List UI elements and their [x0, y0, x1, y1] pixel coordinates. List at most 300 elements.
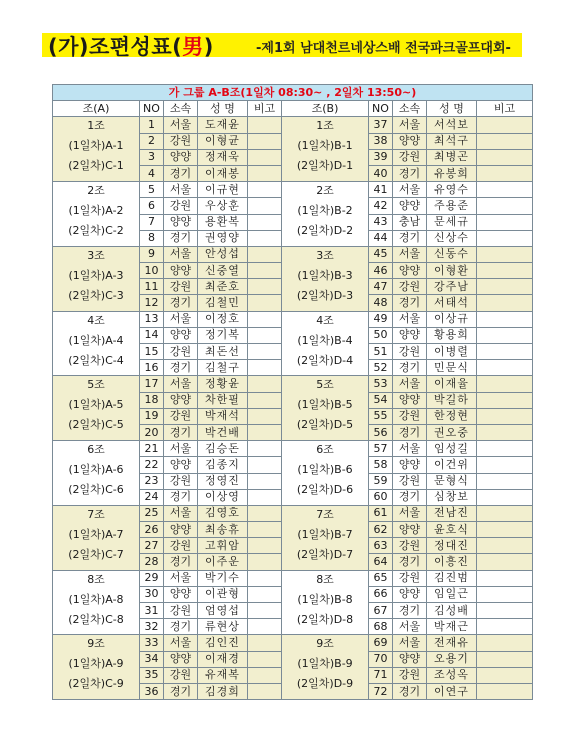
player-org-b: 경기	[393, 230, 427, 246]
player-no-b: 55	[369, 408, 393, 424]
player-no: 25	[140, 505, 164, 521]
player-name-b: 전남진	[427, 505, 477, 521]
player-name: 용환복	[198, 214, 248, 230]
player-no-b: 51	[369, 344, 393, 360]
player-org: 서울	[164, 635, 198, 651]
player-no: 4	[140, 165, 164, 181]
player-no: 14	[140, 327, 164, 343]
player-no: 8	[140, 230, 164, 246]
player-note-b	[477, 279, 533, 295]
group-label-b	[282, 182, 369, 247]
header-note: 비고	[248, 101, 282, 117]
player-note	[248, 667, 282, 683]
player-org-b: 양양	[393, 457, 427, 473]
table-row	[53, 117, 533, 133]
player-org-b: 강원	[393, 408, 427, 424]
group-label-b	[282, 505, 369, 570]
player-org: 강원	[164, 667, 198, 683]
player-name: 류현상	[198, 619, 248, 635]
title-male: 男	[182, 35, 204, 59]
group-label-b	[282, 246, 369, 311]
player-org-b: 양양	[393, 651, 427, 667]
player-note-b	[477, 360, 533, 376]
group-a-l1: (1일차)A-7	[68, 527, 124, 541]
player-org-b: 서울	[393, 376, 427, 392]
player-note	[248, 603, 282, 619]
group-a-l2: (2일차)C-4	[68, 353, 124, 367]
player-org: 경기	[164, 424, 198, 440]
player-no: 22	[140, 457, 164, 473]
player-org: 양양	[164, 392, 198, 408]
group-b-title: 4조	[316, 313, 334, 327]
player-no: 30	[140, 586, 164, 602]
group-a-l1: (1일차)A-3	[68, 268, 124, 282]
player-no-b: 54	[369, 392, 393, 408]
player-org: 서울	[164, 570, 198, 586]
header-no: NO	[140, 101, 164, 117]
title-subtitle: -제1회 남대천르네상스배 전국파크골프대회-	[256, 41, 511, 56]
player-org: 양양	[164, 149, 198, 165]
player-no-b: 45	[369, 246, 393, 262]
group-a-title: 5조	[87, 378, 105, 392]
player-org: 서울	[164, 311, 198, 327]
group-a-title: 6조	[87, 443, 105, 456]
player-no: 6	[140, 198, 164, 214]
player-no-b: 38	[369, 133, 393, 149]
group-a-l2: (2일차)C-8	[68, 612, 124, 626]
player-name-b: 오용기	[427, 651, 477, 667]
player-org: 서울	[164, 182, 198, 198]
group-label-a	[53, 182, 140, 247]
player-note-b	[477, 522, 533, 538]
player-no: 10	[140, 263, 164, 279]
header-note-b: 비고	[477, 101, 533, 117]
group-b-l1: (1일차)B-5	[297, 398, 353, 412]
player-no-b: 66	[369, 586, 393, 602]
player-org: 서울	[164, 441, 198, 457]
group-b-title: 1조	[316, 119, 334, 133]
player-no: 15	[140, 344, 164, 360]
player-note-b	[477, 603, 533, 619]
player-note	[248, 311, 282, 327]
player-no: 26	[140, 522, 164, 538]
player-no: 33	[140, 635, 164, 651]
header-group-b: 조(B)	[282, 101, 369, 117]
group-b-l1: (1일차)B-3	[297, 268, 353, 282]
player-no: 27	[140, 538, 164, 554]
group-label-b	[282, 635, 369, 700]
player-name-b: 최병곤	[427, 149, 477, 165]
player-note-b	[477, 554, 533, 570]
player-no-b: 56	[369, 424, 393, 440]
player-no: 24	[140, 489, 164, 505]
player-note	[248, 279, 282, 295]
player-note-b	[477, 473, 533, 489]
group-label-a	[53, 635, 140, 700]
player-name: 최돈선	[198, 344, 248, 360]
group-b-l2: (2일차)D-4	[296, 353, 354, 367]
player-name-b: 박길하	[427, 392, 477, 408]
group-a-title: 7조	[87, 507, 105, 521]
player-no-b: 44	[369, 230, 393, 246]
player-name: 이재봉	[198, 165, 248, 181]
player-org: 경기	[164, 554, 198, 570]
player-org: 경기	[164, 230, 198, 246]
player-name-b: 이상규	[427, 311, 477, 327]
player-no: 7	[140, 214, 164, 230]
player-name-b: 권오중	[427, 424, 477, 440]
player-org: 서울	[164, 117, 198, 133]
player-name: 이형균	[198, 133, 248, 149]
player-no-b: 50	[369, 327, 393, 343]
player-note-b	[477, 327, 533, 343]
player-name-b: 김진범	[427, 570, 477, 586]
player-org: 강원	[164, 279, 198, 295]
player-no-b: 46	[369, 263, 393, 279]
player-no: 13	[140, 311, 164, 327]
player-org-b: 경기	[393, 603, 427, 619]
player-name-b: 김성배	[427, 603, 477, 619]
player-name-b: 황용희	[427, 327, 477, 343]
player-name: 이재경	[198, 651, 248, 667]
player-note-b	[477, 198, 533, 214]
player-org-b: 강원	[393, 538, 427, 554]
player-name: 정재욱	[198, 149, 248, 165]
group-a-l2: (2일차)C-7	[68, 547, 124, 561]
player-name: 이상영	[198, 489, 248, 505]
group-label-b	[282, 311, 369, 376]
player-name-b: 임성길	[427, 441, 477, 457]
player-note-b	[477, 683, 533, 699]
player-org: 양양	[164, 522, 198, 538]
player-no: 3	[140, 149, 164, 165]
player-note	[248, 133, 282, 149]
player-name: 신중열	[198, 263, 248, 279]
player-org-b: 경기	[393, 360, 427, 376]
group-label-a	[53, 570, 140, 635]
group-a-l2: (2일차)C-6	[68, 483, 124, 496]
player-org: 강원	[164, 344, 198, 360]
player-no-b: 59	[369, 473, 393, 489]
player-note-b	[477, 230, 533, 246]
player-name: 박기수	[198, 570, 248, 586]
player-name: 권영양	[198, 230, 248, 246]
player-no-b: 63	[369, 538, 393, 554]
player-note-b	[477, 182, 533, 198]
player-note	[248, 505, 282, 521]
player-note	[248, 230, 282, 246]
player-note	[248, 522, 282, 538]
player-no-b: 57	[369, 441, 393, 457]
player-no-b: 39	[369, 149, 393, 165]
player-name-b: 한정현	[427, 408, 477, 424]
group-b-title: 8조	[316, 572, 334, 586]
table-row	[53, 376, 533, 392]
table-row	[53, 570, 533, 586]
group-a-l2: (2일차)C-9	[68, 677, 124, 691]
player-no-b: 37	[369, 117, 393, 133]
player-no: 19	[140, 408, 164, 424]
player-no-b: 61	[369, 505, 393, 521]
player-org-b: 경기	[393, 489, 427, 505]
group-a-l1: (1일차)A-4	[68, 333, 124, 347]
group-label-a	[53, 246, 140, 311]
player-org-b: 서울	[393, 311, 427, 327]
player-no-b: 47	[369, 279, 393, 295]
player-note	[248, 424, 282, 440]
player-org: 경기	[164, 619, 198, 635]
player-org-b: 서울	[393, 619, 427, 635]
group-a-l2: (2일차)C-2	[68, 224, 124, 237]
player-name-b: 정대진	[427, 538, 477, 554]
player-org-b: 경기	[393, 683, 427, 699]
player-name-b: 윤호식	[427, 522, 477, 538]
player-no: 5	[140, 182, 164, 198]
group-a-title: 3조	[87, 248, 105, 262]
player-name-b: 문세규	[427, 214, 477, 230]
table-row	[53, 635, 533, 651]
player-name: 박건배	[198, 424, 248, 440]
player-org-b: 강원	[393, 570, 427, 586]
player-note-b	[477, 489, 533, 505]
player-note	[248, 457, 282, 473]
player-note	[248, 441, 282, 457]
player-org: 강원	[164, 133, 198, 149]
player-no-b: 64	[369, 554, 393, 570]
player-no: 28	[140, 554, 164, 570]
player-note	[248, 635, 282, 651]
table-row	[53, 505, 533, 521]
player-no-b: 60	[369, 489, 393, 505]
player-org-b: 양양	[393, 327, 427, 343]
player-no: 35	[140, 667, 164, 683]
group-label-b	[282, 117, 369, 182]
player-name: 이주운	[198, 554, 248, 570]
player-name-b: 심창보	[427, 489, 477, 505]
header-org-b: 소속	[393, 101, 427, 117]
player-name: 이관형	[198, 586, 248, 602]
player-no-b: 72	[369, 683, 393, 699]
table-row	[53, 246, 533, 262]
group-a-l1: (1일차)A-1	[68, 139, 124, 153]
player-note-b	[477, 667, 533, 683]
player-name: 정영진	[198, 473, 248, 489]
player-note	[248, 376, 282, 392]
group-b-title: 6조	[316, 443, 334, 456]
group-b-l1: (1일차)B-2	[297, 204, 353, 217]
player-note-b	[477, 214, 533, 230]
player-note-b	[477, 133, 533, 149]
table-row	[53, 311, 533, 327]
group-label-b	[282, 570, 369, 635]
group-label-a	[53, 441, 140, 506]
player-no-b: 67	[369, 603, 393, 619]
player-org-b: 서울	[393, 117, 427, 133]
player-org: 서울	[164, 376, 198, 392]
player-no-b: 49	[369, 311, 393, 327]
player-note-b	[477, 295, 533, 311]
group-b-l2: (2일차)D-3	[296, 288, 354, 302]
group-b-title: 7조	[316, 507, 334, 521]
player-org-b: 양양	[393, 263, 427, 279]
group-b-l1: (1일차)B-4	[297, 333, 353, 347]
group-title: 가 그룹 A-B조(1일차 08:30~ , 2일차 13:50~)	[53, 85, 533, 101]
player-note	[248, 246, 282, 262]
group-b-title: 9조	[316, 637, 334, 651]
player-name-b: 유봉희	[427, 165, 477, 181]
player-note	[248, 327, 282, 343]
player-name: 박재석	[198, 408, 248, 424]
player-name: 김철구	[198, 360, 248, 376]
player-no: 32	[140, 619, 164, 635]
player-name: 유재복	[198, 667, 248, 683]
player-name-b: 이흥진	[427, 554, 477, 570]
player-name-b: 이형환	[427, 263, 477, 279]
group-a-l2: (2일차)C-5	[68, 418, 124, 432]
player-org: 양양	[164, 457, 198, 473]
player-no: 17	[140, 376, 164, 392]
player-org-b: 서울	[393, 182, 427, 198]
group-label-a	[53, 505, 140, 570]
group-a-title: 4조	[87, 313, 105, 327]
player-org: 경기	[164, 295, 198, 311]
player-note-b	[477, 117, 533, 133]
player-note-b	[477, 408, 533, 424]
title-main: (가)조편성표(男)	[48, 35, 214, 59]
player-no: 21	[140, 441, 164, 457]
player-no-b: 62	[369, 522, 393, 538]
player-name-b: 문형식	[427, 473, 477, 489]
player-org-b: 서울	[393, 635, 427, 651]
player-name: 정기복	[198, 327, 248, 343]
player-org: 서울	[164, 505, 198, 521]
player-name-b: 서석보	[427, 117, 477, 133]
player-name: 엄영섭	[198, 603, 248, 619]
player-org: 경기	[164, 165, 198, 181]
player-no: 23	[140, 473, 164, 489]
player-org-b: 양양	[393, 198, 427, 214]
player-name: 고휘암	[198, 538, 248, 554]
player-note	[248, 570, 282, 586]
player-name-b: 유영수	[427, 182, 477, 198]
group-b-l2: (2일차)D-7	[296, 547, 354, 561]
player-name-b: 강주남	[427, 279, 477, 295]
player-name-b: 이병렬	[427, 344, 477, 360]
player-no: 34	[140, 651, 164, 667]
group-b-l1: (1일차)B-8	[297, 592, 353, 606]
player-name-b: 최석구	[427, 133, 477, 149]
group-b-l1: (1일차)B-7	[297, 527, 353, 541]
group-a-l1: (1일차)A-6	[68, 463, 124, 476]
player-name: 김인진	[198, 635, 248, 651]
player-no-b: 69	[369, 635, 393, 651]
player-org: 강원	[164, 198, 198, 214]
player-note	[248, 538, 282, 554]
player-org-b: 경기	[393, 295, 427, 311]
player-name: 최송휴	[198, 522, 248, 538]
player-name: 김경희	[198, 683, 248, 699]
player-name: 정황윤	[198, 376, 248, 392]
player-no-b: 41	[369, 182, 393, 198]
group-a-title: 1조	[87, 119, 105, 133]
group-a-l1: (1일차)A-2	[68, 204, 124, 217]
player-name: 이정호	[198, 311, 248, 327]
group-b-title: 2조	[316, 184, 334, 197]
player-note-b	[477, 505, 533, 521]
player-org-b: 강원	[393, 279, 427, 295]
player-name-b: 신상수	[427, 230, 477, 246]
player-org: 양양	[164, 214, 198, 230]
page-title	[42, 30, 542, 60]
group-b-l2: (2일차)D-5	[296, 418, 354, 432]
player-note	[248, 651, 282, 667]
player-no-b: 65	[369, 570, 393, 586]
player-name-b: 임일근	[427, 586, 477, 602]
group-a-l2: (2일차)C-3	[68, 288, 124, 302]
player-note-b	[477, 246, 533, 262]
player-org-b: 강원	[393, 344, 427, 360]
player-note-b	[477, 424, 533, 440]
player-org-b: 경기	[393, 165, 427, 181]
player-note-b	[477, 619, 533, 635]
player-org: 강원	[164, 538, 198, 554]
player-org: 경기	[164, 489, 198, 505]
player-no-b: 68	[369, 619, 393, 635]
group-b-l2: (2일차)D-8	[296, 612, 354, 626]
player-name: 안성섭	[198, 246, 248, 262]
group-label-a	[53, 376, 140, 441]
player-name: 우상훈	[198, 198, 248, 214]
group-label-a	[53, 311, 140, 376]
player-note-b	[477, 392, 533, 408]
player-note-b	[477, 538, 533, 554]
player-note	[248, 149, 282, 165]
player-note	[248, 408, 282, 424]
player-note	[248, 392, 282, 408]
header-org: 소속	[164, 101, 198, 117]
player-note	[248, 182, 282, 198]
player-note	[248, 554, 282, 570]
group-b-l1: (1일차)B-9	[297, 657, 353, 671]
player-note-b	[477, 635, 533, 651]
player-no-b: 58	[369, 457, 393, 473]
player-no-b: 71	[369, 667, 393, 683]
group-label-b	[282, 441, 369, 506]
player-note	[248, 683, 282, 699]
player-note-b	[477, 457, 533, 473]
player-no-b: 42	[369, 198, 393, 214]
player-note-b	[477, 311, 533, 327]
group-a-title: 2조	[87, 184, 105, 197]
player-no: 36	[140, 683, 164, 699]
player-no-b: 70	[369, 651, 393, 667]
player-name: 김종지	[198, 457, 248, 473]
player-no: 2	[140, 133, 164, 149]
player-org-b: 양양	[393, 392, 427, 408]
group-table	[52, 84, 533, 700]
player-org-b: 경기	[393, 554, 427, 570]
player-name: 최준호	[198, 279, 248, 295]
player-name-b: 이건위	[427, 457, 477, 473]
player-no: 11	[140, 279, 164, 295]
group-b-l2: (2일차)D-9	[296, 677, 354, 691]
player-note-b	[477, 344, 533, 360]
player-org-b: 서울	[393, 441, 427, 457]
player-name: 김영호	[198, 505, 248, 521]
player-no: 18	[140, 392, 164, 408]
player-no: 12	[140, 295, 164, 311]
player-note-b	[477, 376, 533, 392]
